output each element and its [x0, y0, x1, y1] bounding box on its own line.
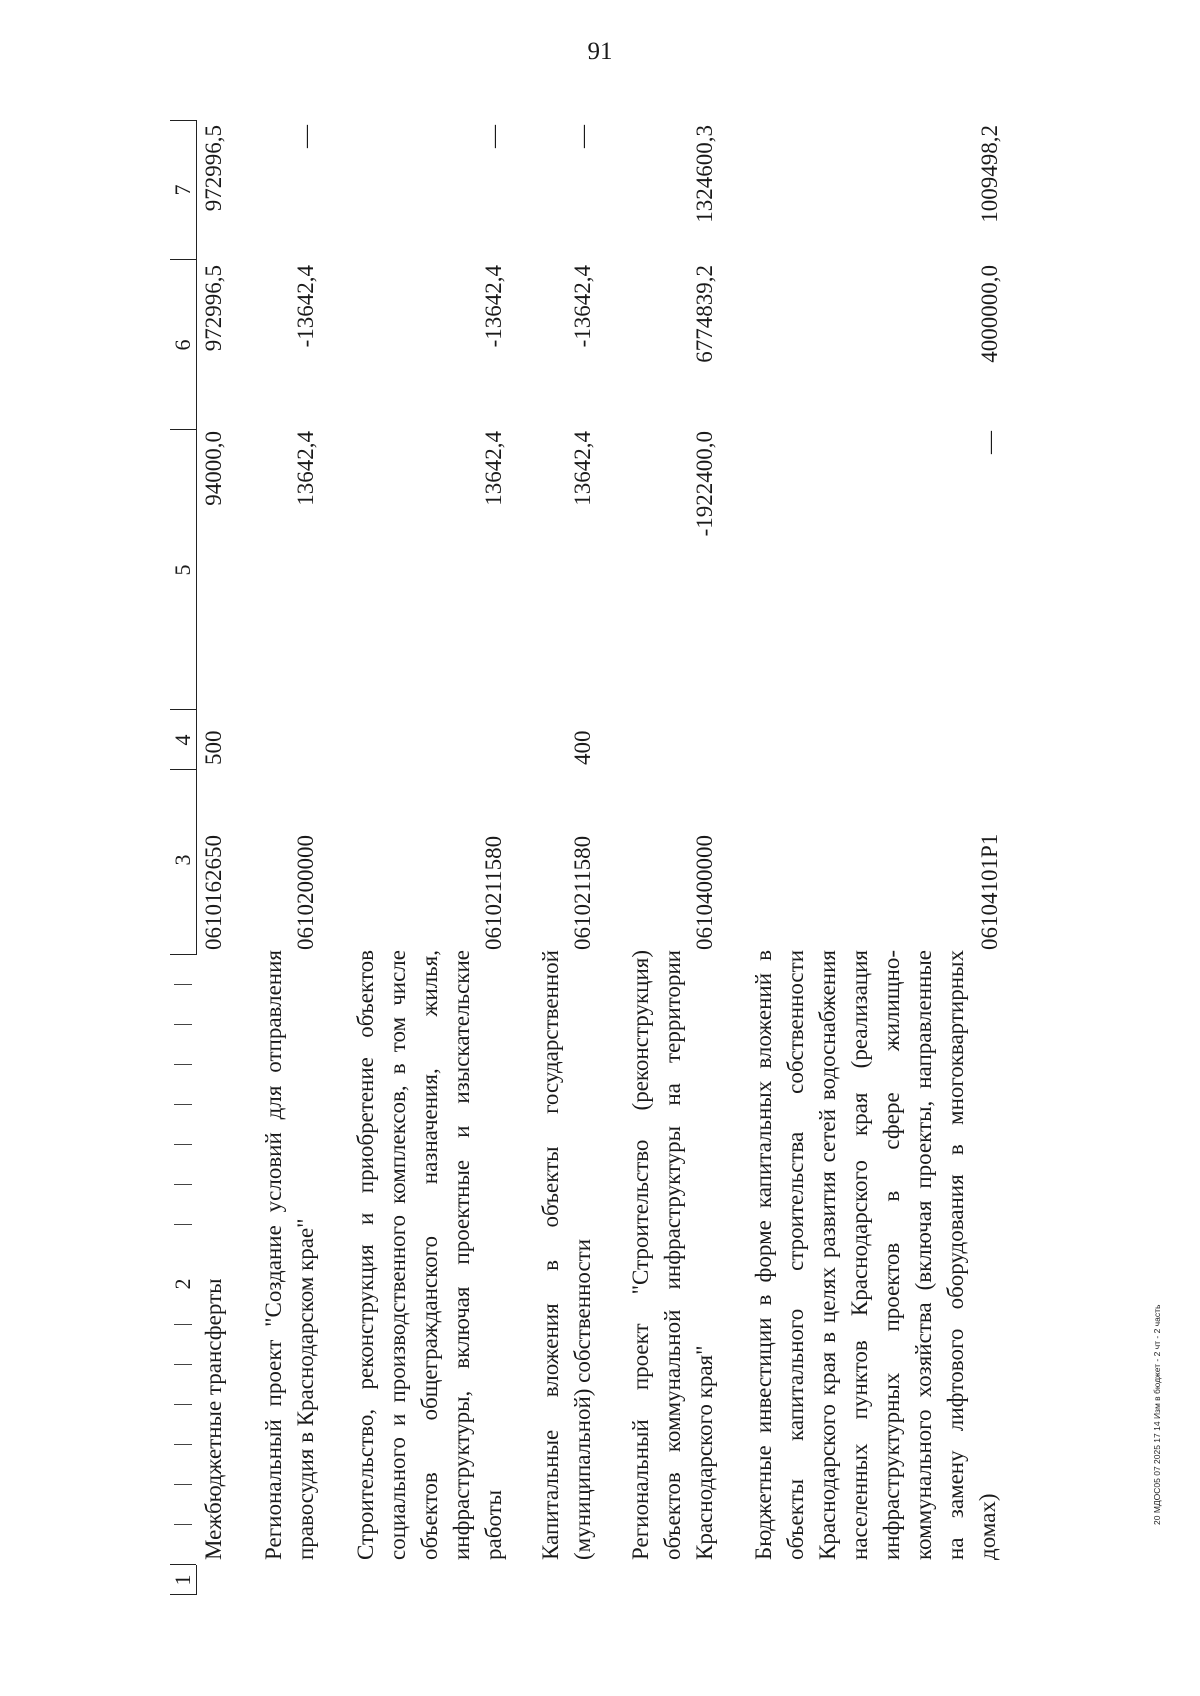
column-number-6: 6	[170, 339, 195, 351]
header-border	[170, 120, 196, 121]
row-col6: 972996,5	[201, 265, 226, 352]
header-dash	[174, 1224, 192, 1225]
header-dash	[174, 1144, 192, 1145]
row-col6: 4000000,0	[977, 265, 1002, 363]
row-col5: —	[977, 431, 1002, 454]
column-number-7: 7	[170, 184, 195, 196]
row-col5: -1922400,0	[692, 431, 717, 537]
column-number-1: 1	[170, 1574, 195, 1586]
row-col7: 1324600,3	[692, 125, 717, 223]
header-dash	[174, 1324, 192, 1325]
row-name: Региональный проект "Создание условий для отправления правосудия в Краснодарском крае"	[261, 950, 318, 1560]
row-name: Бюджетные инвестиции в форме капитальных вложений в объекты капитального строительства собственности Краснодарского края в целях развития сетей водоснабжения населенных пунктов Краснодарского края (реализация инфраструктурных проектов в сфере жилищно-коммунального хозяйства (включая проекты, направленные на замену лифтового оборудования в многоквартирных домах)	[751, 950, 1000, 1560]
row-name: Капитальные вложения в объекты государственной (муниципальной) собственности	[538, 950, 595, 1560]
header-dash	[174, 1444, 192, 1445]
row-code: 0610211580	[481, 835, 506, 950]
header-dash	[174, 1104, 192, 1105]
header-dash	[174, 1484, 192, 1485]
row-col5: 13642,4	[481, 431, 506, 506]
header-dash	[174, 984, 192, 985]
header-underline	[196, 1565, 197, 1595]
row-col6: 6774839,2	[692, 265, 717, 363]
column-number-3: 3	[170, 854, 195, 866]
row-col5: 94000,0	[201, 431, 226, 506]
row-code: 0610162650	[201, 835, 226, 950]
row-code: 0610200000	[293, 835, 318, 950]
row-col4: 500	[201, 730, 226, 765]
header-dash	[174, 1404, 192, 1405]
header-dash	[174, 1524, 192, 1525]
row-col7: —	[293, 125, 318, 148]
column-number-5: 5	[170, 564, 195, 576]
row-code: 06104101P1	[977, 833, 1002, 950]
header-border	[170, 954, 196, 955]
budget-table	[170, 120, 1090, 1595]
footer-stamp: 20 МДОС05 07 2025 17 14 Изм в бюджет - 2 чт - 2 часть	[1152, 1304, 1162, 1525]
row-col6: -13642,4	[481, 265, 506, 348]
row-name: Межбюджетные трансферты	[201, 1278, 226, 1560]
row-col4: 400	[570, 730, 595, 765]
header-dash	[174, 1364, 192, 1365]
row-code: 0610211580	[570, 835, 595, 950]
row-col7: —	[481, 125, 506, 148]
header-dash	[174, 1024, 192, 1025]
row-code: 0610400000	[692, 835, 717, 950]
page-number: 91	[587, 38, 613, 65]
header-dash	[174, 1184, 192, 1185]
row-name: Строительство, реконструкция и приобретение объектов социального и производственного комплексов, в том числе объектов общегражданского назначения, жилья, инфраструктуры, включая проектные и изыскательские работы	[353, 950, 506, 1560]
row-col7: 972996,5	[201, 125, 226, 212]
row-col7: —	[570, 125, 595, 148]
row-col5: 13642,4	[293, 431, 318, 506]
column-number-4: 4	[170, 734, 195, 746]
row-col6: -13642,4	[293, 265, 318, 348]
row-col5: 13642,4	[570, 431, 595, 506]
header-underline	[196, 120, 197, 955]
row-col6: -13642,4	[570, 265, 595, 348]
row-col7: 1009498,2	[977, 125, 1002, 223]
header-dash	[174, 1064, 192, 1065]
row-name: Региональный проект "Строительство (реконструкция) объектов коммунальной инфраструктуры на территории Краснодарского края"	[628, 950, 717, 1560]
column-number-2: 2	[170, 1278, 195, 1290]
